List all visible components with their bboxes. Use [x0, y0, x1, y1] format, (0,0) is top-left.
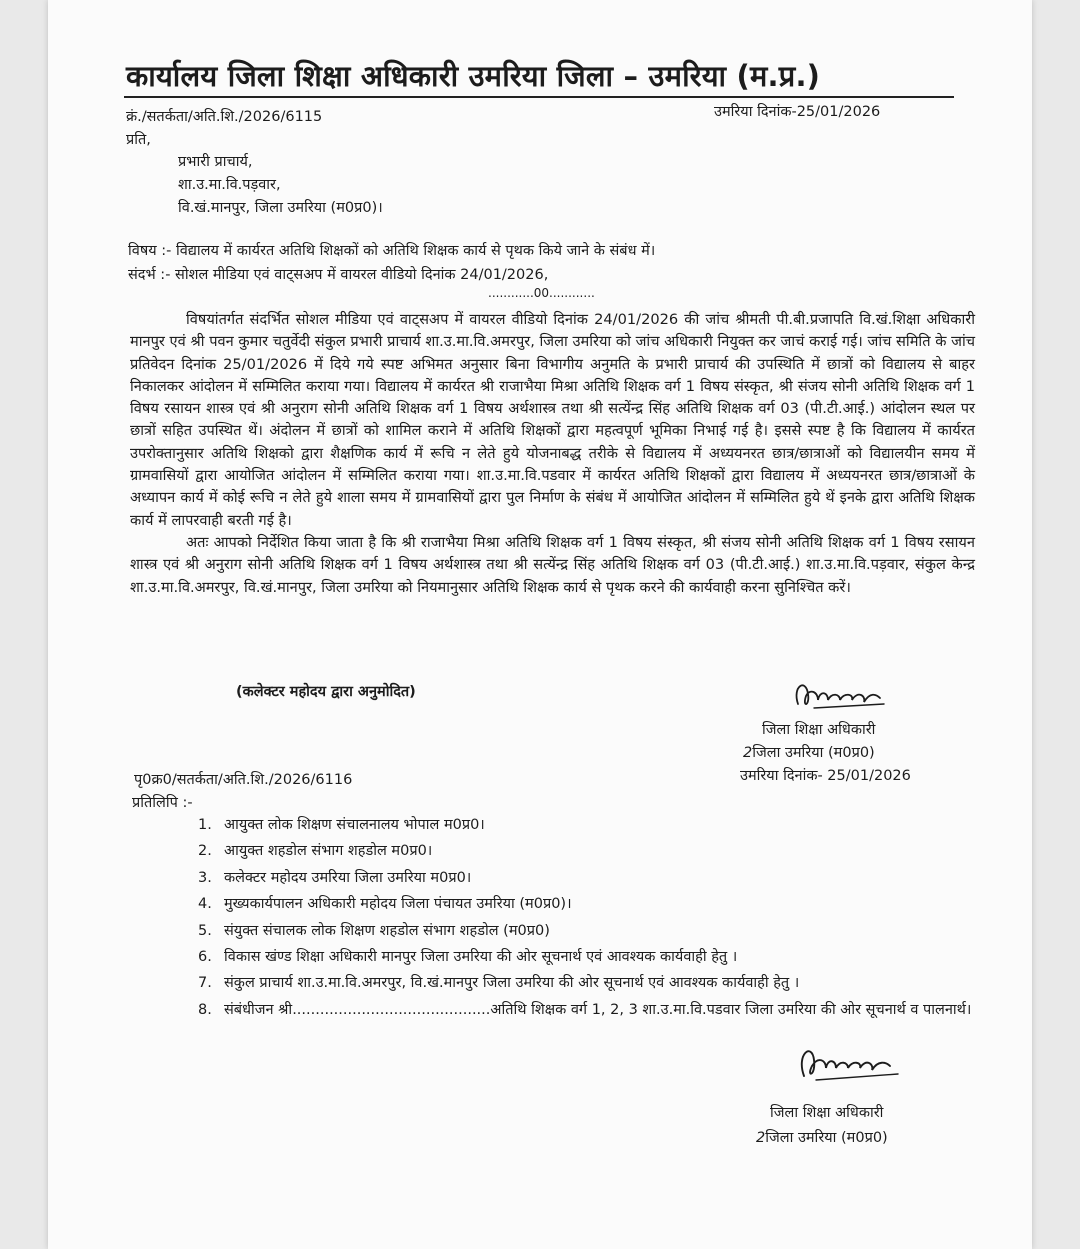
- reference-number: क्रं./सतर्कता/अति.शि./2026/6115: [126, 109, 323, 125]
- copy-item: [198, 948, 988, 967]
- copy-item: [198, 869, 988, 888]
- signatory-district-2: 2जिला उमरिया (म0प्र0): [756, 1130, 888, 1146]
- copy-item: [198, 895, 988, 914]
- copy-item-number: 2.: [198, 843, 212, 860]
- endorsement-date: उमरिया दिनांक- 25/01/2026: [740, 768, 911, 784]
- body-paragraph-1: विषयांतर्गत संदर्भित सोशल मीडिया एवं वाट्सअप में वायरल वीडियो दिनांक 24/01/2026 की जांच श्रीमती पी.बी.प्रजापति वि.खं.शिक्षा अधिकारी मानपुर एवं श्री पवन कुमार चतुर्वेदी संकुल प्रभारी प्राचार्य शा.उ.मा.वि.अमरपुर, जिला उमरिया को जांच अधिकारी नियुक्त कर जाचं कराई गई। जांच समिति के जांच प्रतिवेदन दिनांक 25/01/2026 में दिये गये स्पष्ट अभिमत अनुसार बिना विभागीय अनुमति के प्रभारी प्राचार्य की उपस्थिति में छात्रों को विद्यालय से बाहर निकालकर आंदोलन में सम्मिलित कराया गया। विद्यालय में कार्यरत श्री राजाभैया मिश्रा अतिथि शिक्षक वर्ग 1 विषय संस्कृत, श्री संजय सोनी अतिथि शिक्षक वर्ग 1 विषय रसायन शास्त्र एवं श्री अनुराग सोनी अतिथि शिक्षक वर्ग 1 विषय अर्थशास्त्र तथा श्री सत्येंन्द्र सिंह अतिथि शिक्षक वर्ग 03 (पी.टी.आई.) आंदोलन स्थल पर छात्रों सहित उपस्थित थें। अंदोलन में छात्रों को शामिल कराने में अतिथि शिक्षकों द्वारा महत्वपूर्ण भूमिका निभाई गई है। इससे स्पष्ट है कि विद्यालय में कार्यरत उपरोक्तानुसार अतिथि शिक्षको द्वारा शैक्षणिक कार्य में रूचि न लेते हुये योजनाबद्ध तरीके से विद्यालय में अध्ययनरत छात्र/छात्राओं को विद्यालयीन समय में ग्रामवासियों द्वारा आयोजित आंदोलन में सम्मिलित कराया गया। शा.उ.मा.वि.पडवार में कार्यरत अतिथि शिक्षकों द्वारा विद्यालय में अध्ययनरत छात्र/छात्राओं के अध्यापन कार्य में कोई रूचि न लेते हुये शाला समय में ग्रामवासियों द्वारा पुल निर्माण के संबंध में आयोजित आंदोलन में सम्मिलित हुये थें इनके द्वारा अतिथि शिक्षक कार्य में लापरवाही बरती गई है।: [130, 311, 975, 529]
- copy-item-number: 6.: [198, 948, 212, 965]
- reference-line: संदर्भ :- सोशल मीडिया एवं वाट्सअप में वायरल वीडियो दिनांक 24/01/2026,: [128, 267, 549, 283]
- copy-item-text: आयुक्त शहडोल संभाग शहडोल म0प्र0।: [224, 843, 433, 860]
- letter-page: [48, 0, 1032, 1249]
- signature-initial-mark: 2: [743, 745, 753, 761]
- officer-signature-2: [790, 1038, 910, 1086]
- office-title: कार्यालय जिला शिक्षा अधिकारी उमरिया जिला – उमरिया (म.प्र.): [126, 59, 821, 93]
- addressee-line-1: प्रभारी प्राचार्य,: [178, 154, 253, 170]
- subject-line: विषय :- विद्यालय में कार्यरत अतिथि शिक्षकों को अतिथि शिक्षक कार्य से पृथक किये जाने के संबंध में।: [128, 243, 656, 259]
- copy-item-number: 4.: [198, 896, 212, 913]
- copy-item-text: संयुक्त संचालक लोक शिक्षण शहडोल संभाग शहडोल (म0प्र0): [224, 922, 550, 939]
- signatory-designation-1: जिला शिक्षा अधिकारी: [762, 722, 876, 738]
- body-paragraph-2: अतः आपको निर्देशित किया जाता है कि श्री राजाभैया मिश्रा अतिथि शिक्षक वर्ग 1 विषय संस्कृत, श्री संजय सोनी अतिथि शिक्षक वर्ग 1 विषय रसायन शास्त्र एवं श्री अनुराग सोनी अतिथि शिक्षक वर्ग 1 विषय अर्थशास्त्र तथा श्री सत्येंन्द्र सिंह अतिथि शिक्षक वर्ग 03 (पी.टी.आई.) शा.उ.मा.वि.पड़वार, संकुल केन्द्र शा.उ.मा.वि.अमरपुर, वि.खं.मानपुर, जिला उमरिया को नियमानुसार अतिथि शिक्षक कार्य से पृथक करने की कार्यवाही करना सुनिश्चित करें।: [130, 533, 975, 596]
- officer-signature-1: [784, 674, 894, 714]
- approval-note: (कलेक्टर महोदय द्वारा अनुमोदित): [236, 684, 416, 700]
- copy-item-number: 1.: [198, 817, 212, 833]
- signatory-designation-2: जिला शिक्षा अधिकारी: [770, 1105, 884, 1121]
- separator: ............00............: [488, 286, 595, 300]
- copy-item-number: 3.: [198, 869, 212, 886]
- copy-item: [198, 842, 988, 861]
- copy-item: [198, 974, 988, 993]
- copy-item-text: कलेक्टर महोदय उमरिया जिला उमरिया म0प्र0।: [224, 869, 472, 886]
- prati-label: प्रति,: [126, 132, 151, 148]
- addressee-line-3: वि.खं.मानपुर, जिला उमरिया (म0प्र0)।: [178, 200, 383, 216]
- endorsement-number: पृ0क्र0/सतर्कता/अति.शि./2026/6116: [134, 772, 353, 788]
- addressee-line-2: शा.उ.मा.वि.पड़वार,: [178, 177, 281, 193]
- signatory-district-1: 2जिला उमरिया (म0प्र0): [743, 745, 875, 761]
- copy-list: [198, 816, 988, 1027]
- copy-item: [198, 922, 988, 941]
- copy-to-label: प्रतिलिपि :-: [132, 795, 193, 811]
- copy-item-text: मुख्यकार्यपालन अधिकारी महोदय जिला पंचायत उमरिया (म0प्र0)।: [224, 896, 572, 913]
- letter-body: [130, 309, 975, 599]
- copy-item-text: आयुक्त लोक शिक्षण संचालनालय भोपाल म0प्र0।: [224, 817, 485, 833]
- copy-item-text: संबंधीजन श्री...........................................अतिथि शिक्षक वर्ग 1, 2, 3 शा.उ.मा.वि.पडवार जिला उमरिया की ओर सूचनार्थ व पालनार्थ।: [224, 1001, 972, 1018]
- copy-item-text: विकास खंण्ड शिक्षा अधिकारी मानपुर जिला उमरिया की ओर सूचनार्थ एवं आवश्यक कार्यवाही हेतु ।: [224, 948, 738, 965]
- copy-item-text: संकुल प्राचार्य शा.उ.मा.वि.अमरपुर, वि.खं.मानपुर जिला उमरिया की ओर सूचनार्थ एवं आवश्यक कार्यवाही हेतु ।: [224, 975, 800, 992]
- copy-item-number: 8.: [198, 1001, 212, 1018]
- copy-item: [198, 816, 988, 835]
- title-underline: [124, 96, 954, 98]
- copy-item-number: 7.: [198, 975, 212, 992]
- letter-date: उमरिया दिनांक-25/01/2026: [714, 104, 881, 120]
- copy-item: [198, 1001, 988, 1020]
- signature-initial-mark-2: 2: [756, 1130, 766, 1146]
- copy-item-number: 5.: [198, 922, 212, 939]
